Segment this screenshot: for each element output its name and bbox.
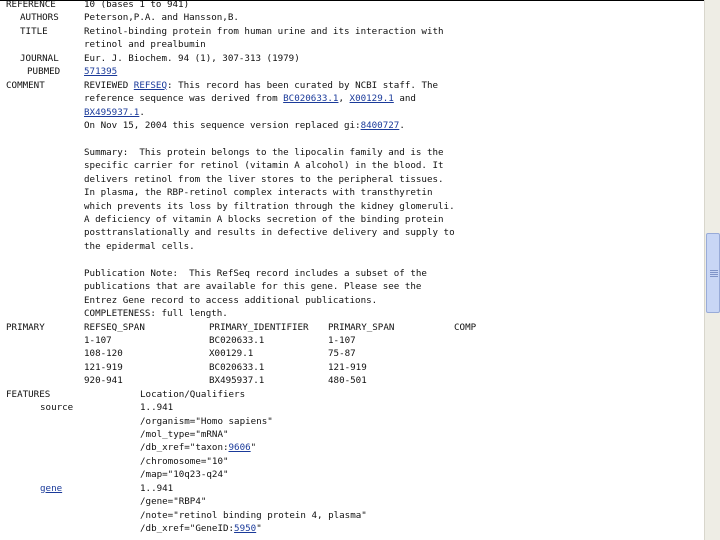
field-key: FEATURES [6, 388, 51, 400]
features-header: Location/Qualifiers [140, 388, 246, 400]
table-row: 920-941 BX495937.1 480-501 [84, 375, 367, 387]
grip-icon [710, 270, 718, 277]
table-row: 1-107 BC020633.1 1-107 [84, 334, 356, 346]
field-key: COMMENT [6, 79, 45, 91]
field-key: REFERENCE [6, 0, 56, 10]
title-line-2 [0, 38, 704, 51]
features-header-line [0, 388, 704, 401]
summary-line: the epidermal cells. [84, 240, 195, 252]
summary-line: specific carrier for retinol (vitamin A alcohol) in the blood. It [84, 160, 444, 172]
qualifier-line: /chromosome="10" [140, 455, 229, 467]
blank-line [0, 253, 704, 266]
publication-note-line: Publication Note: This RefSeq record includes a subset of the [84, 267, 427, 279]
feature-source-line [0, 401, 704, 414]
comment-line [0, 119, 704, 132]
pubmed-link[interactable]: 571395 [84, 66, 118, 78]
field-key: TITLE [20, 25, 48, 37]
vertical-scrollbar[interactable] [704, 0, 720, 540]
title-line [0, 25, 704, 38]
qualifier-line: /note="retinol binding protein 4, plasma" [140, 509, 367, 521]
pubmed-line [0, 65, 704, 78]
feature-location: 1..941 [140, 402, 174, 414]
field-key: PUBMED [27, 66, 61, 78]
journal-line [0, 52, 704, 65]
gi-link[interactable]: 8400727 [360, 119, 400, 131]
qualifier-line: /gene="RBP4" [140, 496, 207, 508]
table-row: 121-919 BC020633.1 121-919 [84, 361, 367, 373]
field-key: AUTHORS [20, 12, 59, 24]
qualifier-line: /db_xref="taxon:9606" [140, 442, 257, 454]
summary-line: Summary: This protein belongs to the lipocalin family and is the [84, 146, 444, 158]
summary-line: posttranslationally and results in defective delivery and supply to [84, 227, 455, 239]
qualifier-line: /db_xref="GeneID:5950" [140, 523, 262, 535]
feature-location: 1..941 [140, 482, 174, 494]
comment-text: BX495937.1. [84, 106, 145, 118]
field-value: retinol and prealbumin [84, 39, 206, 51]
feature-key: source [40, 402, 74, 414]
refseq-link[interactable]: REFSEQ [133, 79, 167, 91]
summary-line: A deficiency of vitamin A blocks secretion of the binding protein [84, 214, 444, 225]
comment-text: reference sequence was derived from BC020633.1, X00129.1 and [84, 93, 416, 105]
taxon-link[interactable]: 9606 [228, 442, 251, 454]
blank-line [0, 132, 704, 145]
publication-note-line: publications that are available for this gene. Please see the [84, 281, 422, 293]
completeness-line: COMPLETENESS: full length. [84, 308, 228, 320]
comment-line [0, 92, 704, 105]
field-value: Peterson,P.A. and Hansson,B. [84, 12, 239, 24]
primary-header-line [0, 321, 704, 334]
comment-line [0, 106, 704, 119]
field-value: Eur. J. Biochem. 94 (1), 307-313 (1979) [84, 52, 300, 64]
accession-link[interactable]: BX495937.1 [84, 106, 140, 118]
column-header: COMP [454, 321, 477, 333]
accession-link[interactable]: BC020633.1 [283, 93, 339, 105]
field-key: PRIMARY [6, 321, 45, 333]
geneid-link[interactable]: 5950 [234, 523, 257, 535]
field-value: 10 (bases 1 to 941) [84, 0, 190, 10]
qualifier-line: /map="10q23-q24" [140, 469, 229, 481]
accession-link[interactable]: X00129.1 [349, 93, 394, 105]
scrollbar-thumb[interactable] [706, 233, 720, 313]
qualifier-line: /organism="Homo sapiens" [140, 415, 273, 427]
reference-line [0, 0, 704, 11]
summary-line: In plasma, the RBP-retinol complex interacts with transthyretin [84, 187, 433, 199]
column-header: PRIMARY_IDENTIFIER [209, 321, 309, 333]
column-header: REFSEQ_SPAN [84, 321, 145, 333]
comment-text: REVIEWED REFSEQ: This record has been curated by NCBI staff. The [84, 79, 439, 91]
authors-line [0, 11, 704, 24]
qualifier-line: /mol_type="mRNA" [140, 429, 229, 440]
field-value: Retinol-binding protein from human urine and its interaction with [84, 25, 444, 37]
publication-note-line: Entrez Gene record to access additional publications. [84, 294, 378, 306]
column-header: PRIMARY_SPAN [328, 321, 395, 333]
comment-line [0, 79, 704, 92]
comment-text: On Nov 15, 2004 this sequence version replaced gi:8400727. [84, 119, 405, 131]
summary-line: delivers retinol from the liver stores to the peripheral tissues. [84, 173, 444, 185]
field-key: JOURNAL [20, 52, 59, 64]
summary-line: which prevents its loss by filtration through the kidney glomeruli. [84, 200, 455, 212]
table-row: 108-120 X00129.1 75-87 [84, 348, 356, 360]
feature-gene-line [0, 482, 704, 495]
gene-feature-link[interactable]: gene [40, 482, 63, 494]
